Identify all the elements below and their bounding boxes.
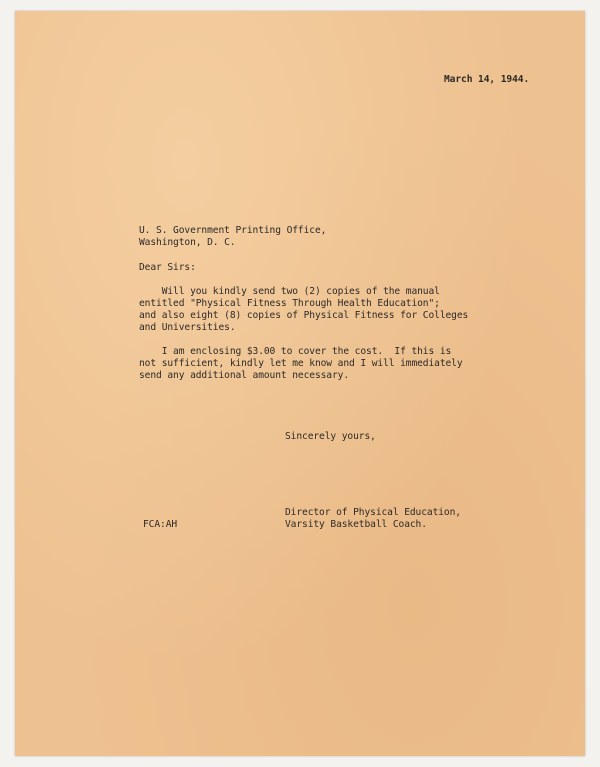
salutation: Dear Sirs: xyxy=(139,262,196,273)
paragraph-1-line-1: Will you kindly send two (2) copies of the manual xyxy=(139,286,440,297)
signer-title-line-2: Varsity Basketball Coach. xyxy=(285,519,427,530)
paragraph-1-line-2: entitled "Physical Fitness Through Health Education"; xyxy=(139,298,440,309)
typist-initials: FCA:AH xyxy=(143,519,178,530)
paragraph-2-line-2: not sufficient, kindly let me know and I will immediately xyxy=(139,358,463,369)
recipient-line-2: Washington, D. C. xyxy=(139,237,236,248)
paragraph-2-line-3: send any additional amount necessary. xyxy=(139,370,350,381)
recipient-line-1: U. S. Government Printing Office, xyxy=(139,225,327,236)
paragraph-1-line-4: and Universities. xyxy=(139,322,236,333)
paragraph-1-line-3: and also eight (8) copies of Physical Fitness for Colleges xyxy=(139,310,469,321)
closing: Sincerely yours, xyxy=(285,431,376,442)
paragraph-2-line-1: I am enclosing $3.00 to cover the cost. If this is xyxy=(139,346,452,357)
signer-title-line-1: Director of Physical Education, xyxy=(285,507,461,518)
letter-sheet xyxy=(15,11,585,756)
letter-date: March 14, 1944. xyxy=(444,74,530,85)
